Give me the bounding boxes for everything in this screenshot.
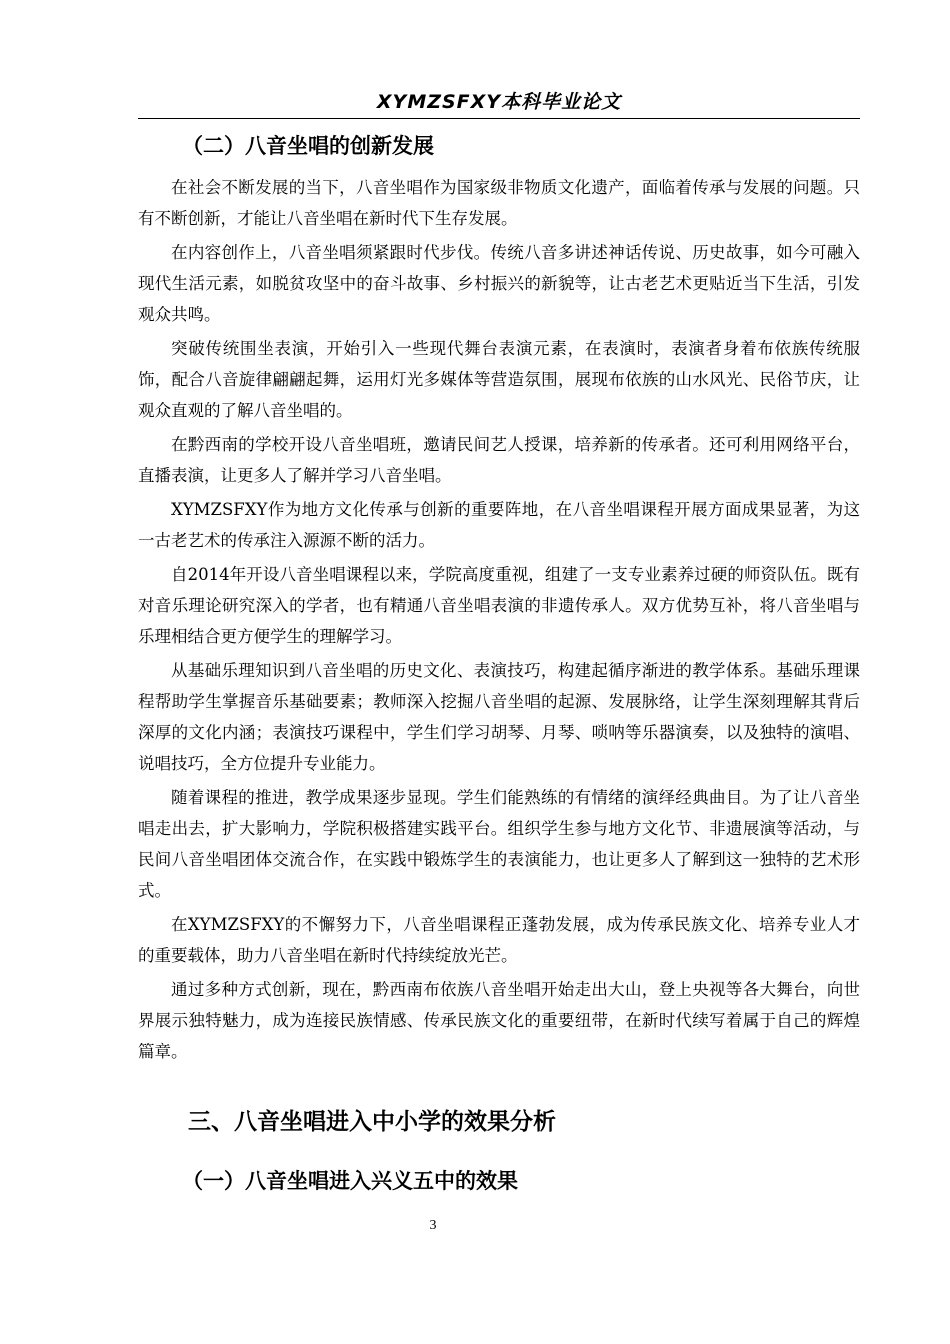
page-number: 3 <box>429 1218 437 1233</box>
section-heading-xingyi-school: （一）八音坐唱进入兴义五中的效果 <box>182 1169 518 1193</box>
paragraph: 通过多种方式创新，现在，黔西南布依族八音坐唱开始走出大山，登上央视等各大舞台，向世界展示独特魅力，成为连接民族情感、传承民族文化的重要纽带，在新时代续写着属于自己的辉煌篇章。 <box>138 980 860 1061</box>
paragraph: XYMZSFXY作为地方文化传承与创新的重要阵地，在八音坐唱课程开展方面成果显著，为这一古老艺术的传承注入源源不断的活力。 <box>138 500 860 550</box>
section-heading-innovation: （二）八音坐唱的创新发展 <box>182 134 434 158</box>
chapter-heading-effect-analysis: 三、八音坐唱进入中小学的效果分析 <box>188 1109 556 1135</box>
paragraph: 在XYMZSFXY的不懈努力下，八音坐唱课程正蓬勃发展，成为传承民族文化、培养专业人才的重要载体，助力八音坐唱在新时代持续绽放光芒。 <box>138 915 860 965</box>
paragraph: 突破传统围坐表演，开始引入一些现代舞台表演元素，在表演时，表演者身着布依族传统服饰，配合八音旋律翩翩起舞，运用灯光多媒体等营造氛围，展现布依族的山水风光、民俗节庆，让观众直观的了解八音坐唱的。 <box>138 339 860 420</box>
header-title: XYMZSFXY本科毕业论文 <box>376 91 622 113</box>
paragraph: 在社会不断发展的当下，八音坐唱作为国家级非物质文化遗产，面临着传承与发展的问题。只有不断创新，才能让八音坐唱在新时代下生存发展。 <box>138 178 860 228</box>
paragraph: 在黔西南的学校开设八音坐唱班，邀请民间艺人授课，培养新的传承者。还可利用网络平台，直播表演，让更多人了解并学习八音坐唱。 <box>138 435 860 485</box>
paragraph: 自2014年开设八音坐唱课程以来，学院高度重视，组建了一支专业素养过硬的师资队伍。既有对音乐理论研究深入的学者，也有精通八音坐唱表演的非遗传承人。双方优势互补，将八音坐唱与乐理相结合更方便学生的理解学习。 <box>138 565 860 646</box>
paragraph: 从基础乐理知识到八音坐唱的历史文化、表演技巧，构建起循序渐进的教学体系。基础乐理课程帮助学生掌握音乐基础要素；教师深入挖掘八音坐唱的起源、发展脉络，让学生深刻理解其背后深厚的文化内涵；表演技巧课程中，学生们学习胡琴、月琴、唢呐等乐器演奏，以及独特的演唱、说唱技巧，全方位提升专业能力。 <box>138 661 860 773</box>
running-header <box>138 88 860 118</box>
paragraph: 随着课程的推进，教学成果逐步显现。学生们能熟练的有情绪的演绎经典曲目。为了让八音坐唱走出去，扩大影响力，学院积极搭建实践平台。组织学生参与地方文化节、非遗展演等活动，与民间八音坐唱团体交流合作，在实践中锻炼学生的表演能力，也让更多人了解到这一独特的艺术形式。 <box>138 788 860 900</box>
paragraph: 在内容创作上，八音坐唱须紧跟时代步伐。传统八音多讲述神话传说、历史故事，如今可融入现代生活元素，如脱贫攻坚中的奋斗故事、乡村振兴的新貌等，让古老艺术更贴近当下生活，引发观众共鸣。 <box>138 243 860 324</box>
header-rule <box>138 118 860 119</box>
body-content <box>138 130 860 1197</box>
